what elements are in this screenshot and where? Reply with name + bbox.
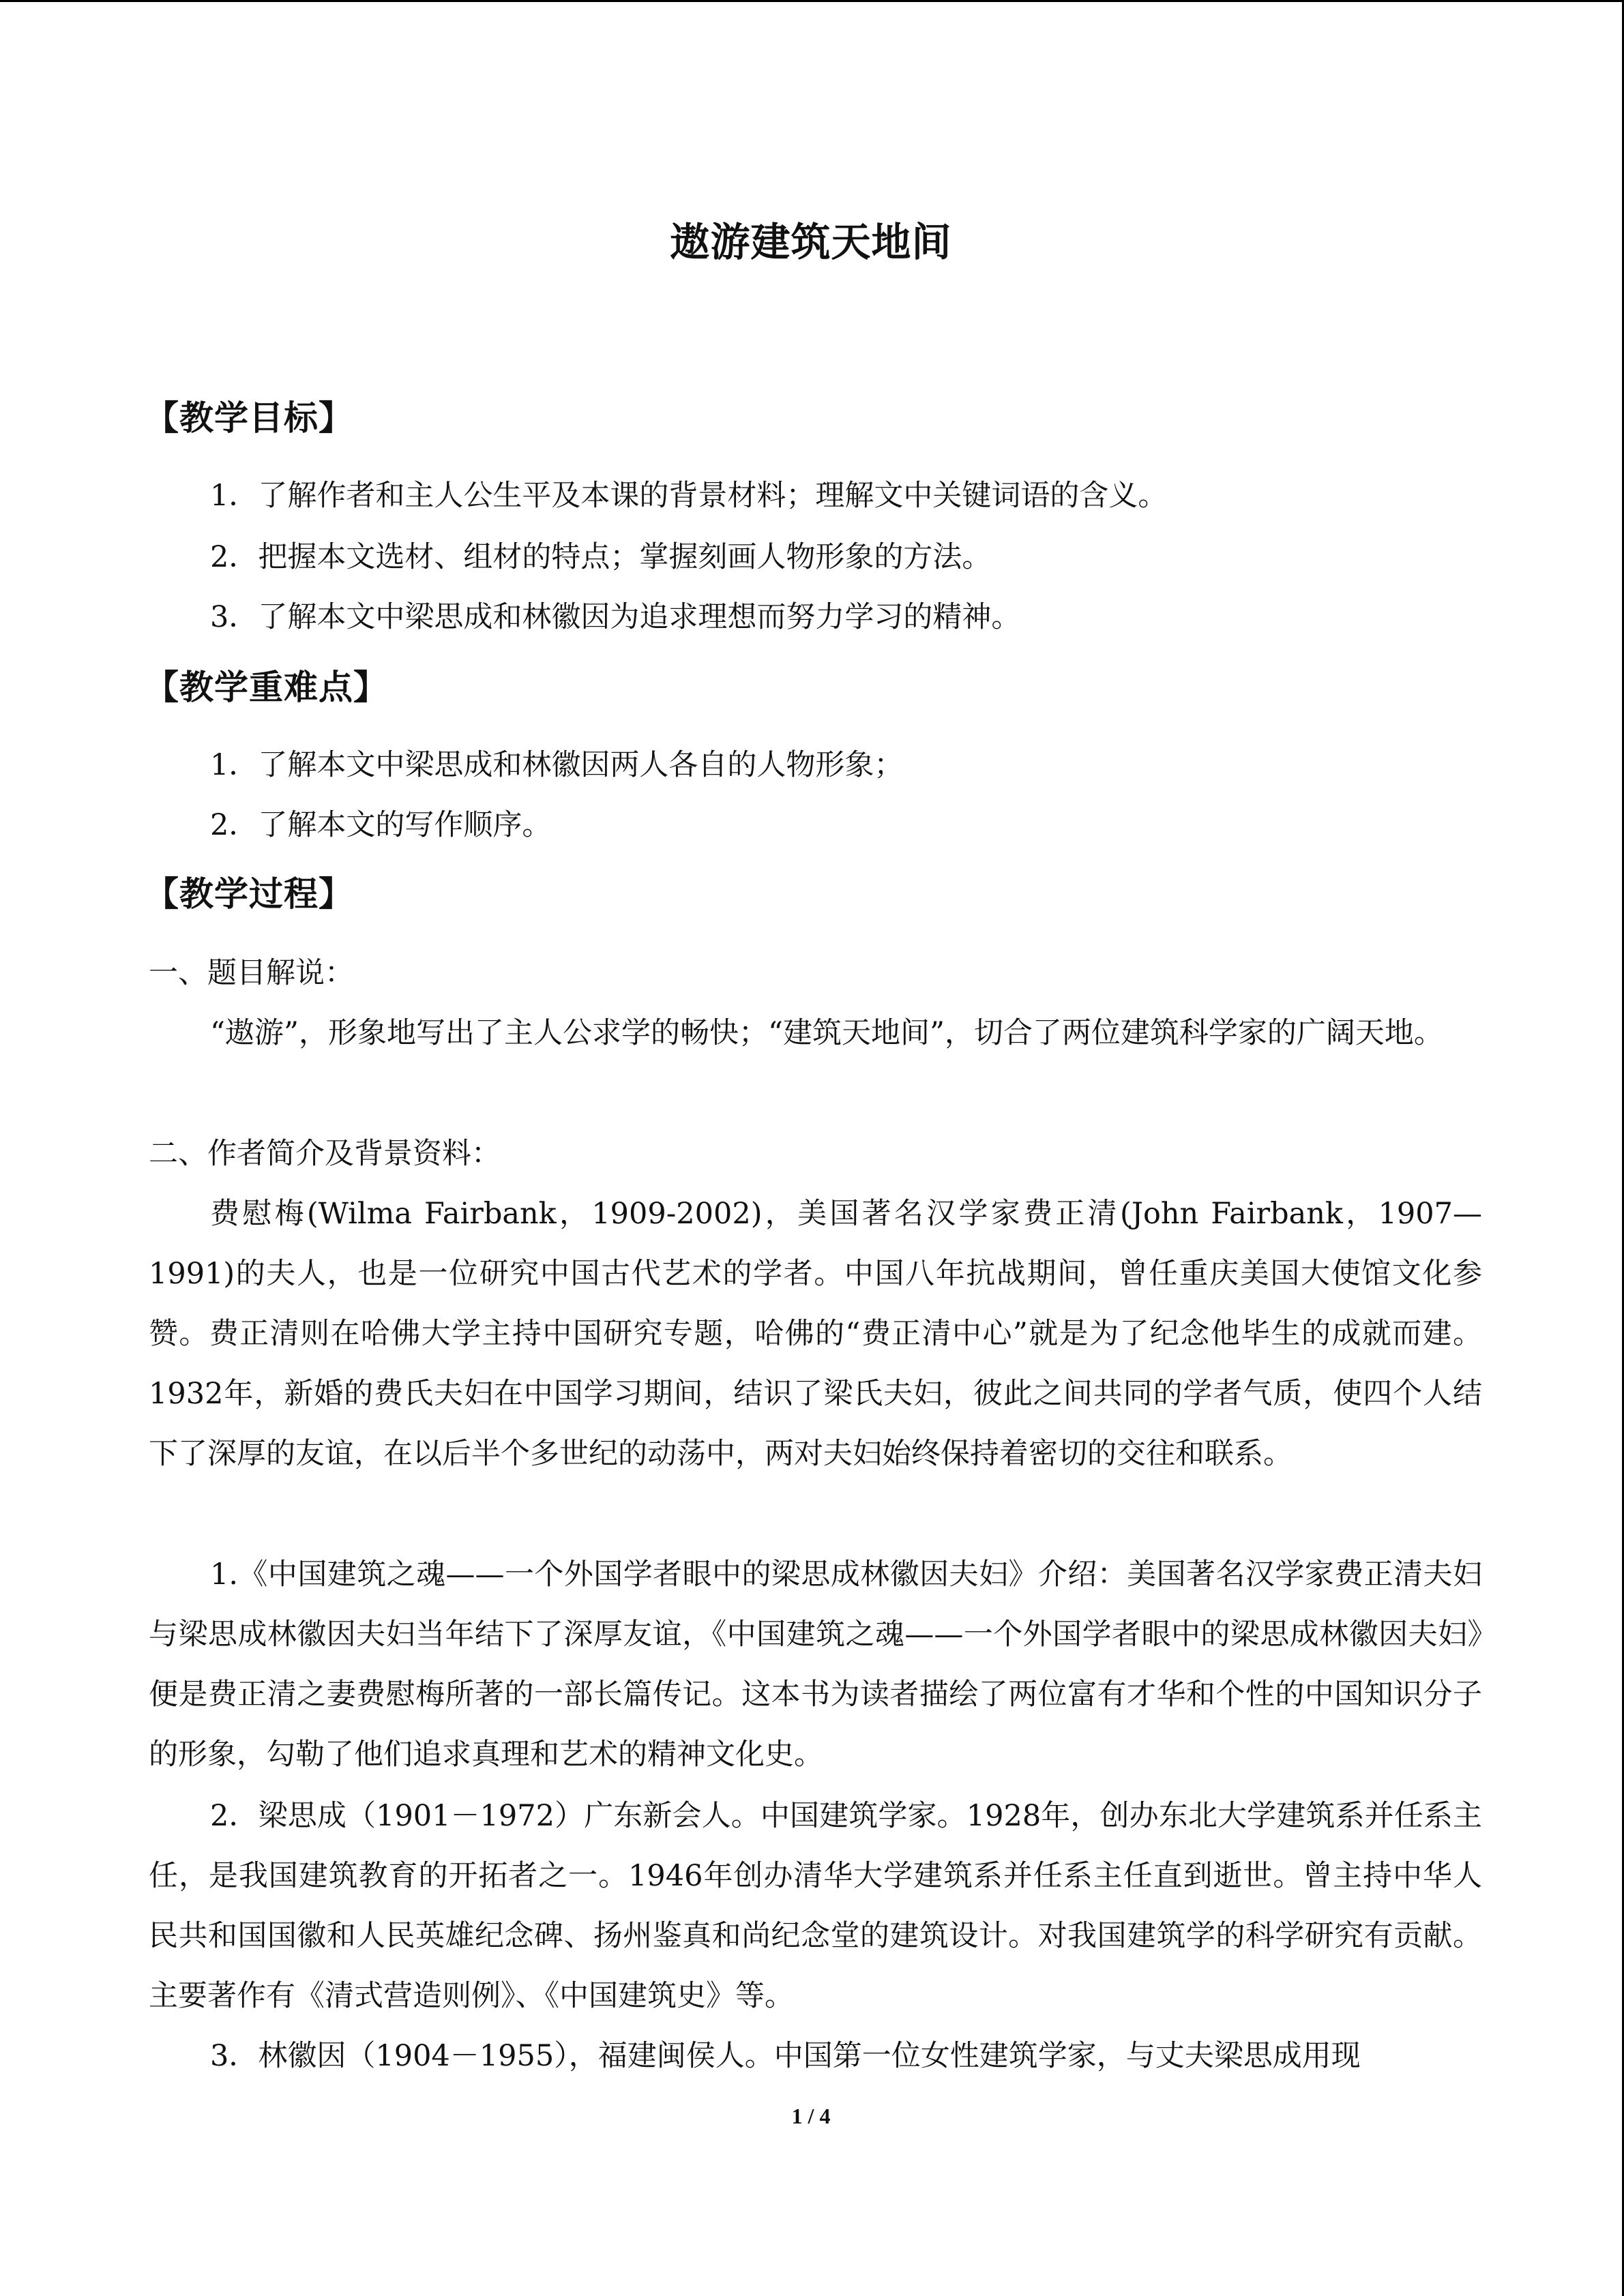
- paragraph: 3．林徽因（1904－1955），福建闽侯人。中国第一位女性建筑学家，与丈夫梁思成用现: [210, 2039, 1361, 2073]
- document-title: 遨游建筑天地间: [670, 219, 952, 265]
- section-heading-key-points: 【教学重难点】: [145, 668, 388, 707]
- section-heading-process: 【教学过程】: [145, 874, 353, 914]
- section-heading-goals: 【教学目标】: [145, 398, 353, 438]
- paragraph: “遨游”，形象地写出了主人公求学的畅快；“建筑天地间”，切合了两位建筑科学家的广阔天地。: [210, 1016, 1443, 1050]
- goal-item: 2．把握本文选材、组材的特点；掌握刻画人物形象的方法。: [210, 540, 992, 574]
- part-heading: 二、作者简介及背景资料：: [149, 1137, 501, 1171]
- key-point-item: 1．了解本文中梁思成和林徽因两人各自的人物形象；: [210, 748, 904, 782]
- paragraph: 1.《中国建筑之魂——一个外国学者眼中的梁思成林徽因夫妇》介绍：美国著名汉学家费正清夫妇与梁思成林徽因夫妇当年结下了深厚友谊，《中国建筑之魂——一个外国学者眼中的梁思成林徽因夫妇》便是费正清之妻费慰梅所著的一部长篇传记。这本书为读者描绘了两位富有才华和个性的中国知识分子的形象，勾勒了他们追求真理和艺术的精神文化史。: [149, 1557, 1482, 1772]
- part-heading: 一、题目解说：: [149, 956, 354, 990]
- goal-item: 1．了解作者和主人公生平及本课的背景材料；理解文中关键词语的含义。: [210, 479, 1168, 513]
- paragraph: 费慰梅(Wilma Fairbank，1909-2002)，美国著名汉学家费正清(John Fairbank，1907—1991)的夫人，也是一位研究中国古代艺术的学者。中国八年抗战期间，曾任重庆美国大使馆文化参赞。费正清则在哈佛大学主持中国研究专题，哈佛的“费正清中心”就是为了纪念他毕生的成就而建。1932年，新婚的费氏夫妇在中国学习期间，结识了梁氏夫妇，彼此之间共同的学者气质，使四个人结下了深厚的友谊，在以后半个多世纪的动荡中，两对夫妇始终保持着密切的交往和联系。: [149, 1197, 1482, 1471]
- paragraph: 2．梁思成（1901－1972）广东新会人。中国建筑学家。1928年，创办东北大学建筑系并任系主任，是我国建筑教育的开拓者之一。1946年创办清华大学建筑系并任系主任直到逝世。曾主持中华人民共和国国徽和人民英雄纪念碑、扬州鉴真和尚纪念堂的建筑设计。对我国建筑学的科学研究有贡献。主要著作有《清式营造则例》、《中国建筑史》等。: [149, 1799, 1482, 2013]
- key-point-item: 2．了解本文的写作顺序。: [210, 808, 552, 842]
- goal-item: 3．了解本文中梁思成和林徽因为追求理想而努力学习的精神。: [210, 600, 1021, 634]
- page-number: 1 / 4: [791, 2104, 831, 2128]
